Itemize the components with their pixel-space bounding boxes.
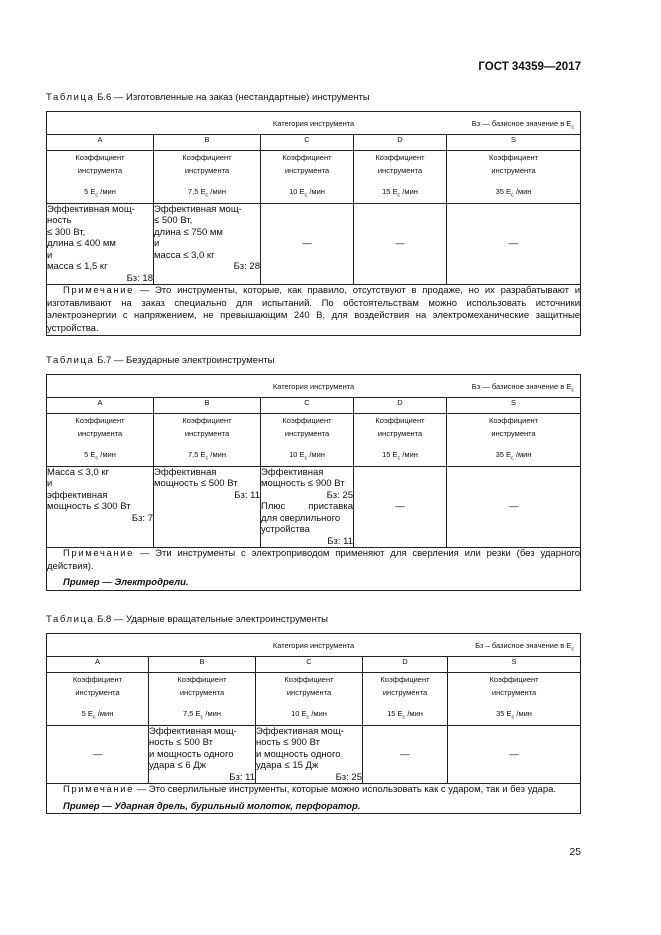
table-caption: Таблица Б.7 — Безударные электроинструменты: [46, 355, 275, 366]
table-b6: [46, 111, 581, 336]
cell-c: Эффективная мощ- ность ≤ 900 Вт и мощность одного удара ≤ 15 Дж Бз: 25: [256, 725, 362, 783]
category-d: D: [354, 398, 447, 414]
cell-d: —: [354, 466, 447, 548]
cell-a: Масса ≤ 3,0 кг и эффективная мощность ≤ 300 Вт Бз: 7: [47, 466, 154, 548]
base-value: Бз: 11: [234, 489, 260, 501]
cell-b: Эффективная мощ- ность ≤ 500 Вт и мощность одного удара ≤ 6 Дж Бз: 11: [149, 725, 255, 783]
page-number: 25: [569, 846, 581, 858]
category-c: C: [261, 398, 354, 414]
base-value: Бз: 11: [327, 535, 353, 547]
category-s: S: [448, 657, 581, 673]
category-c: C: [261, 135, 354, 151]
cell-d: —: [354, 203, 447, 285]
cell-d: —: [363, 725, 448, 784]
cell-a: —: [47, 725, 149, 784]
category-d: D: [354, 135, 447, 151]
cell-a: Эффективная мощ- ность ≤ 300 Вт, длина ≤ 400 мм и масса ≤ 1,5 кг Бз: 18: [47, 203, 153, 284]
base-value: Бз: 11: [229, 771, 255, 783]
category-a: A: [47, 135, 154, 151]
data-row: [47, 725, 581, 784]
category-b: B: [149, 657, 256, 673]
cell-b: Эффективная мощ- ≤ 500 Вт, длина ≤ 750 мм и масса ≤ 3,0 кг Бз: 28: [154, 203, 261, 285]
category-header: Категория инструмента: [272, 119, 355, 128]
table-b7: [46, 374, 581, 591]
cell-s: —: [447, 466, 581, 548]
cell-c: —: [261, 203, 354, 285]
base-value-note: Бз – базисное значение в $E_c$: [475, 641, 575, 653]
category-b: B: [154, 398, 261, 414]
base-value-note: Бз — базисное значение в $E_c$: [471, 119, 575, 131]
coefficient-row: Коэффициент инструмента 5 $E_c$ /мин Коэффициент инструмента 7,5 $E_c$ /мин Коэффициент инструмента 10 $E_c$ /мин Коэффициент инструмента 15 $E_c$ /мин Коэффициент инструмента 35 $E_c$ /мин: [47, 673, 581, 726]
note-example: Пример — Электродрели.: [63, 577, 189, 588]
table-caption: Таблица Б.6 — Изготовленные на заказ (нестандартные) инструменты: [46, 92, 370, 103]
note-example: Пример — Ударная дрель, бурильный молоток, перфоратор.: [63, 800, 361, 812]
cell-s: —: [448, 725, 581, 784]
category-header: Категория инструмента: [272, 382, 355, 391]
cell-b: Эффективная мощность ≤ 500 Вт Бз: 11: [154, 466, 261, 548]
base-value: Бз: 25: [326, 489, 353, 501]
coefficient-row: Коэффициент инструмента 5 $E_c$ /мин Коэффициент инструмента 7,5 $E_c$ /мин Коэффициент инструмента 10 $E_c$ /мин Коэффициент инструмента 15 $E_c$ /мин Коэффициент инструмента 35 $E_c$ /мин: [47, 151, 581, 204]
table-note: Примечание — Это сверлильные инструменты, которые можно использовать как с ударом, так и без удара. Пример — Ударная дрель, бурильный молоток, перфоратор.: [47, 784, 581, 814]
category-s: S: [447, 135, 581, 151]
category-header: Категория инструмента: [272, 641, 355, 650]
base-value: Бз: 18: [126, 272, 153, 284]
category-b: B: [154, 135, 261, 151]
cell-c: Эффективная мощность ≤ 900 Вт Бз: 25 Плюс приставка для сверлильного устройства Бз: 11: [261, 466, 353, 547]
data-row: [47, 466, 581, 548]
data-row: [47, 203, 581, 285]
base-value-note: Бз — базисное значение в $E_c$: [471, 382, 575, 394]
coefficient-row: Коэффициент инструмента 5 $E_c$ /мин Коэффициент инструмента 7,5 $E_c$ /мин Коэффициент инструмента 10 $E_c$ /мин Коэффициент инструмента 15 $E_c$ /мин Коэффициент инструмента 35 $E_c$ /мин: [47, 414, 581, 467]
category-d: D: [363, 657, 448, 673]
document-code: ГОСТ 34359—2017: [478, 61, 581, 73]
category-a: A: [47, 657, 149, 673]
category-a: A: [47, 398, 154, 414]
base-value: Бз: 28: [233, 261, 260, 272]
table-caption: Таблица Б.8 — Ударные вращательные электроинструменты: [46, 614, 328, 625]
table-note: Примечание — Это инструменты, которые, как правило, отсутствуют в продаже, но их разрабатывают и изготавливают на заказ специально для испытаний. По обстоятельствам можно использовать источники электроэнергии с напряжением, не превышающим 240 В, для воздействия на электромеханические защитные устройства.: [47, 285, 581, 334]
table-note: Примечание — Эти инструменты с электроприводом применяют для сверления или резки (без ударного действия). Пример — Электродрели.: [47, 548, 581, 588]
base-value: Бз: 25: [335, 771, 362, 783]
table-b8: [46, 633, 581, 814]
category-s: S: [447, 398, 581, 414]
cell-s: —: [447, 203, 581, 285]
category-c: C: [256, 657, 363, 673]
base-value: Бз: 7: [131, 512, 153, 524]
